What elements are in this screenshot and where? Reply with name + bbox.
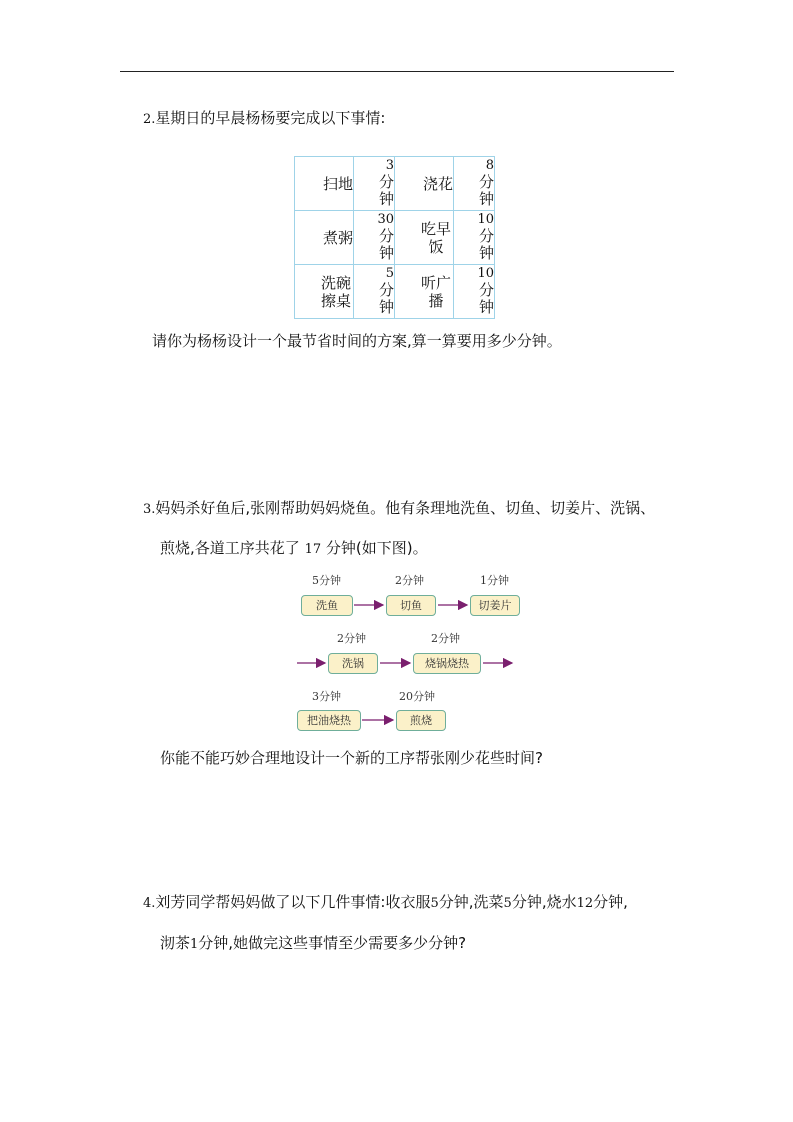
q2-question: 请你为杨杨设计一个最节省时间的方案,算一算要用多少分钟。 <box>152 332 562 350</box>
q3-number: 3. <box>143 502 156 517</box>
q4-line1 <box>143 892 628 914</box>
q3-line2-a: 煎烧,各道工序共花了 <box>160 539 300 557</box>
flow-step: 洗锅 <box>328 653 378 674</box>
q3-total-minutes: 17 <box>304 542 322 557</box>
flow-step: 切鱼 <box>386 595 436 616</box>
task-name: 听广播 <box>395 265 454 319</box>
flow-step: 把油烧热 <box>297 710 361 731</box>
q2-intro-text: 星期日的早晨杨杨要完成以下事情: <box>155 109 386 127</box>
task-time: 10 分 钟 <box>454 265 495 319</box>
flow-step: 洗鱼 <box>301 595 353 616</box>
q2-number: 2. <box>143 112 156 127</box>
flow-step: 烧锅烧热 <box>413 653 481 674</box>
step-time-label: 3分钟 <box>312 690 341 703</box>
q3-line1-text: 妈妈杀好鱼后,张刚帮助妈妈烧鱼。他有条理地洗鱼、切鱼、切姜片、洗锅、 <box>155 499 656 517</box>
task-time: 3 分 钟 <box>354 157 395 211</box>
flow-step: 切姜片 <box>470 595 520 616</box>
q4-text: 分钟, <box>593 893 628 911</box>
q3-line2-b: 分钟(如下图)。 <box>325 539 428 557</box>
q4-text: 沏茶 <box>160 934 191 952</box>
task-time: 5 分 钟 <box>354 265 395 319</box>
q4-value: 1 <box>190 937 199 952</box>
task-name: 浇花 <box>395 157 454 211</box>
q4-text: 刘芳同学帮妈妈做了以下几件事情:收衣服 <box>155 893 431 911</box>
q3-question: 你能不能巧妙合理地设计一个新的工序帮张刚少花些时间? <box>160 749 543 767</box>
step-time-label: 2分钟 <box>431 632 460 645</box>
q4-line2 <box>160 933 466 955</box>
task-name: 吃早饭 <box>395 211 454 265</box>
q4-value: 12 <box>576 896 594 911</box>
q4-number: 4. <box>143 896 156 911</box>
task-name: 煮粥 <box>295 211 354 265</box>
q4-text: 分钟,洗菜 <box>438 893 504 911</box>
step-time-label: 2分钟 <box>395 574 424 587</box>
step-time-label: 2分钟 <box>337 632 366 645</box>
task-time: 30 分 钟 <box>354 211 395 265</box>
flow-step: 煎烧 <box>396 710 446 731</box>
task-name: 洗碗擦桌 <box>295 265 354 319</box>
q4-value: 5 <box>503 896 512 911</box>
step-time-label: 1分钟 <box>480 574 509 587</box>
q4-text: 分钟,她做完这些事情至少需要多少分钟? <box>198 934 467 952</box>
step-time-label: 5分钟 <box>312 574 341 587</box>
q4-value: 5 <box>430 896 439 911</box>
task-time: 8 分 钟 <box>454 157 495 211</box>
q4-text: 分钟,烧水 <box>511 893 577 911</box>
task-time: 10 分 钟 <box>454 211 495 265</box>
task-name: 扫地 <box>295 157 354 211</box>
step-time-label: 20分钟 <box>399 690 435 703</box>
